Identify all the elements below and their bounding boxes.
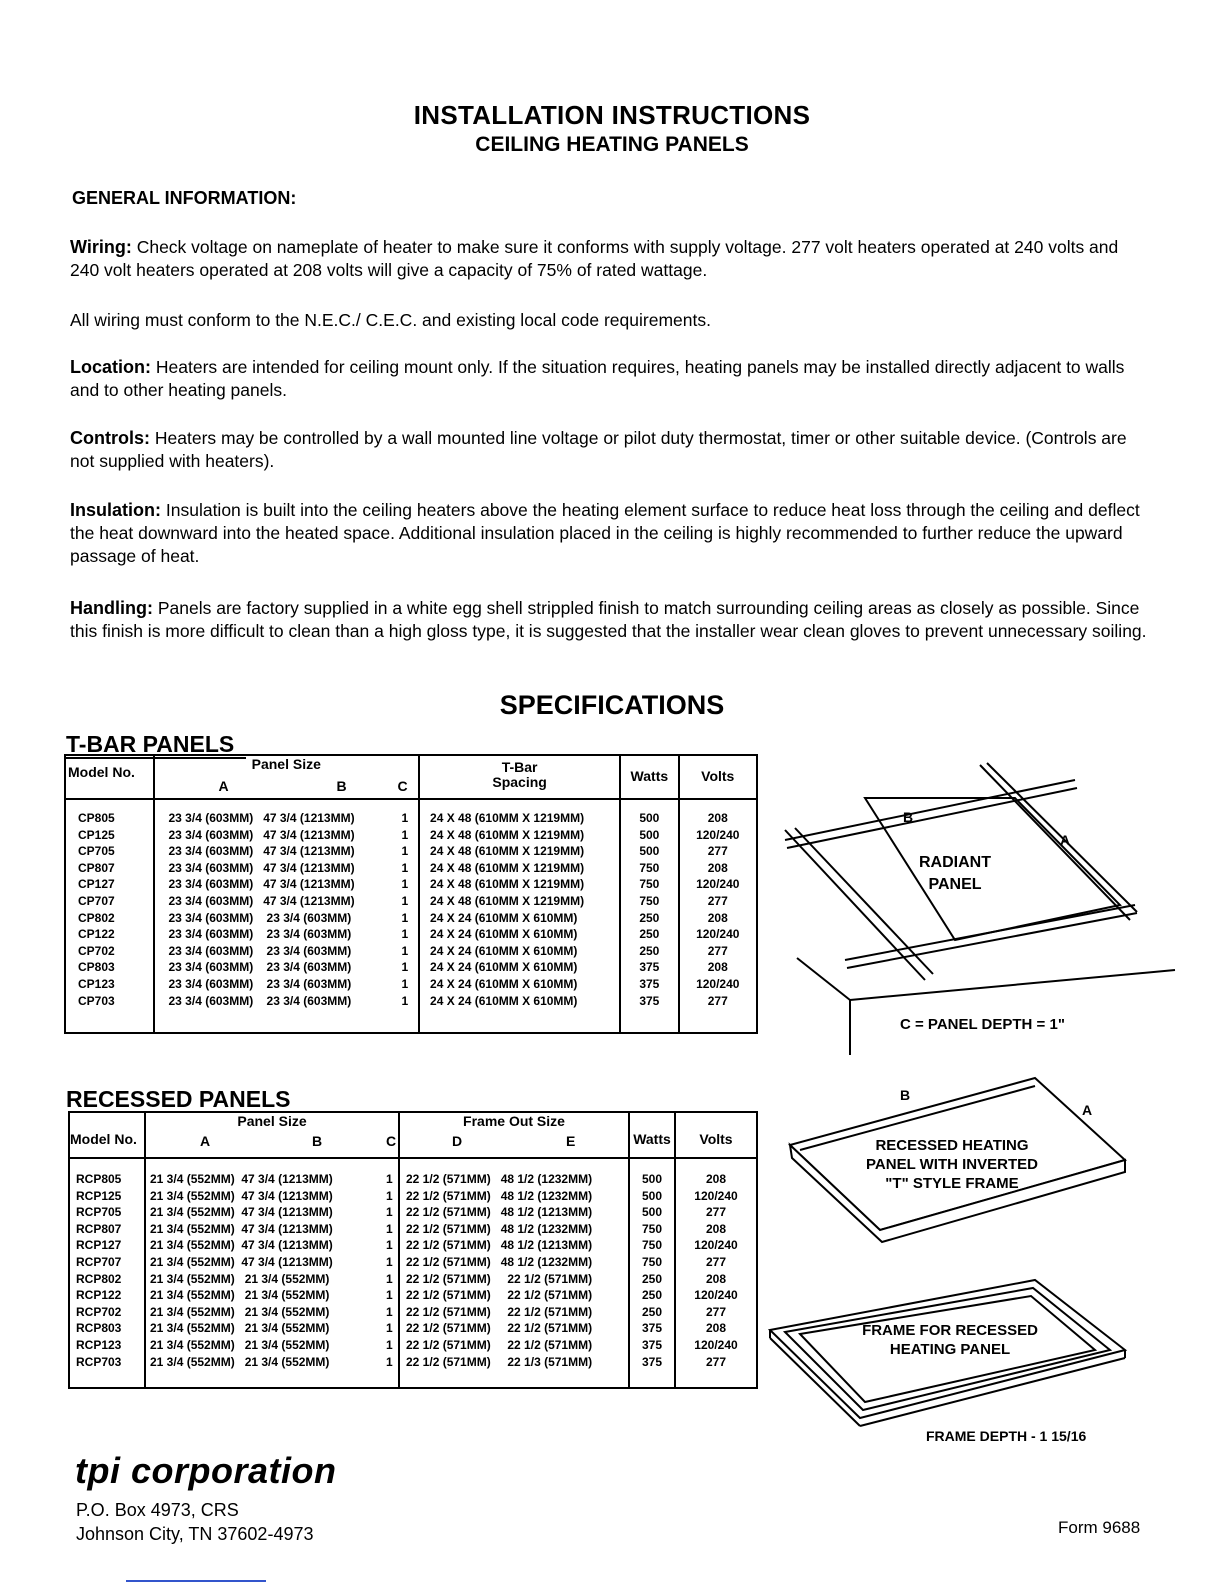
table-cell-line: 375 <box>641 1337 663 1352</box>
table-cell-line: 24 X 24 (610MM X 610MM) <box>430 927 578 942</box>
table-cell-line: 250 <box>639 943 660 958</box>
recessed-col-d: D <box>452 1133 463 1149</box>
table-cell-line: 208 <box>707 960 728 975</box>
table-cell-line: 22 1/2 (571MM) 48 1/2 (1232MM) <box>406 1221 593 1236</box>
table-cell-line: 24 X 24 (610MM X 610MM) <box>430 910 578 925</box>
table-cell-line: 1 <box>386 1337 393 1352</box>
wiring-label: Wiring: <box>70 237 132 257</box>
table-cell-line: 21 3/4 (552MM) 47 3/4 (1213MM) <box>150 1172 333 1186</box>
table-cell-line: RCP803 <box>76 1321 122 1336</box>
table-cell-line: 1 <box>401 993 409 1008</box>
table-cell-line: 22 1/2 (571MM) 48 1/2 (1213MM) <box>406 1238 593 1253</box>
table-cell-line: 21 3/4 (552MM) 47 3/4 (1213MM) <box>150 1188 333 1203</box>
table-cell-line: 1 <box>386 1271 393 1286</box>
table-cell-line: RCP707 <box>76 1254 122 1269</box>
panel-edge-left <box>797 958 850 1000</box>
recessed-col-e: E <box>566 1133 576 1149</box>
table-cell-line: 1 <box>386 1288 393 1303</box>
recessed-label-3: "T" STYLE FRAME <box>885 1175 1019 1192</box>
table-cell-line: 208 <box>705 1321 727 1336</box>
table-cell-line: 24 X 24 (610MM X 610MM) <box>430 993 578 1008</box>
table-cell-line: 120/240 <box>696 927 740 942</box>
recessed-panel-size-cell <box>145 1158 399 1388</box>
table-cell-line: 24 X 24 (610MM X 610MM) <box>430 976 578 991</box>
table-cell-line: 21 3/4 (552MM) 21 3/4 (552MM) <box>150 1271 330 1286</box>
table-cell-line: 277 <box>707 893 728 908</box>
recessed-models-cell <box>69 1158 145 1388</box>
table-cell-line: 208 <box>705 1172 727 1186</box>
table-cell-line: 22 1/2 (571MM) 22 1/2 (571MM) <box>406 1271 593 1286</box>
page-subtitle: CEILING HEATING PANELS <box>475 133 749 156</box>
recessed-watts-cell <box>629 1158 675 1388</box>
table-cell-line: 1 <box>401 943 409 958</box>
table-cell-line: 277 <box>707 844 728 859</box>
wiring-paragraph <box>70 236 1150 282</box>
table-cell-line: CP705 <box>78 844 115 859</box>
table-cell-line: RCP125 <box>76 1188 122 1203</box>
table-cell-line: 22 1/2 (571MM) 22 1/3 (571MM) <box>406 1354 593 1369</box>
table-cell-line: CP703 <box>78 993 115 1008</box>
controls-paragraph <box>70 427 1150 473</box>
table-cell-line: 1 <box>386 1188 393 1203</box>
table-cell-line: 375 <box>641 1321 663 1336</box>
frame-edge-right <box>860 1358 1125 1426</box>
recessed-col-watts: Watts <box>629 1112 675 1158</box>
table-cell-line: RCP802 <box>76 1271 122 1286</box>
table-cell-line: CP123 <box>78 976 115 991</box>
table-cell-line: RCP702 <box>76 1304 122 1319</box>
handling-paragraph <box>70 597 1150 643</box>
panel-depth-note: C = PANEL DEPTH = 1" <box>900 1016 1065 1033</box>
table-cell-line: 208 <box>707 860 728 875</box>
general-information-heading: GENERAL INFORMATION: <box>72 188 297 208</box>
table-cell-line: 750 <box>641 1238 663 1253</box>
table-cell-line: 23 3/4 (603MM) 23 3/4 (603MM) <box>168 976 352 991</box>
tbar-panel-size-label: Panel Size <box>251 756 321 772</box>
table-cell-line: 1 <box>386 1321 393 1336</box>
recessed-label-2: PANEL WITH INVERTED <box>866 1156 1038 1173</box>
tbar-col-watts: Watts <box>620 755 678 799</box>
table-cell-line: CP807 <box>78 860 115 875</box>
recessed-col-model: Model No. <box>69 1112 145 1158</box>
table-cell-line: RCP122 <box>76 1288 122 1303</box>
insulation-paragraph <box>70 499 1150 568</box>
form-number: Form 9688 <box>1058 1518 1141 1537</box>
tbar-models <box>78 810 153 1008</box>
table-cell-line: 21 3/4 (552MM) 47 3/4 (1213MM) <box>150 1205 333 1220</box>
table-cell-line: 1 <box>386 1354 393 1369</box>
table-cell-line: CP122 <box>78 927 115 942</box>
recessed-frame-cell <box>399 1158 629 1388</box>
table-cell-line: 23 3/4 (603MM) 23 3/4 (603MM) <box>168 993 352 1008</box>
tbar-col-spacing <box>419 755 620 799</box>
table-cell-line: 23 3/4 (603MM) 23 3/4 (603MM) <box>168 943 352 958</box>
recessed-label-1: RECESSED HEATING <box>875 1137 1029 1154</box>
radiant-label-1: RADIANT <box>919 854 991 871</box>
recessed-col-c: C <box>386 1133 397 1149</box>
frame-label-2: HEATING PANEL <box>889 1341 1011 1358</box>
table-cell-line: 1 <box>386 1238 393 1253</box>
table-cell-line: 23 3/4 (603MM) 47 3/4 (1213MM) <box>168 877 355 892</box>
table-cell-line: 24 X 24 (610MM X 610MM) <box>430 943 578 958</box>
frame-diagram <box>765 1270 1145 1430</box>
table-cell-line: 1 <box>401 927 409 942</box>
table-cell-line: 1 <box>386 1172 393 1186</box>
table-cell-line: 22 1/2 (571MM) 48 1/2 (1232MM) <box>406 1188 593 1203</box>
table-cell-line: 24 X 48 (610MM X 1219MM) <box>430 877 585 892</box>
tbar-col-model: Model No. <box>65 755 154 799</box>
table-cell-line: 21 3/4 (552MM) 21 3/4 (552MM) <box>150 1354 330 1369</box>
recessed-b-label: B <box>900 1087 911 1103</box>
table-cell-line: 22 1/2 (571MM) 48 1/2 (1232MM) <box>406 1172 593 1186</box>
tbar-watts-cell <box>620 799 678 1033</box>
table-cell-line: 1 <box>386 1304 393 1319</box>
tbar-col-a: A <box>218 778 229 794</box>
tbar-models-cell <box>65 799 154 1033</box>
frame-label-1: FRAME FOR RECESSED <box>862 1322 1038 1339</box>
tbar-col-c: C <box>397 778 408 794</box>
table-cell-line: 24 X 48 (610MM X 1219MM) <box>430 893 585 908</box>
table-cell-line: 23 3/4 (603MM) 23 3/4 (603MM) <box>168 910 352 925</box>
table-cell-line: 1 <box>401 976 409 991</box>
tbar-ab-values <box>169 810 355 1009</box>
table-cell-line: 250 <box>639 927 660 942</box>
table-cell-line: 375 <box>639 993 660 1008</box>
table-cell-line: 1 <box>401 910 409 925</box>
recessed-ab-values <box>150 1171 333 1370</box>
table-cell-line: 500 <box>641 1172 663 1186</box>
table-cell-line: RCP703 <box>76 1354 122 1369</box>
table-cell-line: 120/240 <box>694 1238 738 1253</box>
insulation-label: Insulation: <box>70 500 161 520</box>
address-line-1: P.O. Box 4973, CRS <box>76 1500 239 1520</box>
tbar-panels-heading: T-BAR PANELS <box>66 731 235 757</box>
table-cell-line: 1 <box>401 827 409 842</box>
table-cell-line: 23 3/4 (603MM) 47 3/4 (1213MM) <box>168 811 355 825</box>
table-cell-line: 21 3/4 (552MM) 47 3/4 (1213MM) <box>150 1254 333 1269</box>
table-cell-line: CP702 <box>78 943 115 958</box>
table-cell-line: 1 <box>401 844 409 859</box>
wiring-code-paragraph: All wiring must conform to the N.E.C./ C.E.C. and existing local code requirements. <box>70 310 711 330</box>
table-cell-line: RCP805 <box>76 1172 122 1186</box>
table-cell-line: 1 <box>401 893 409 908</box>
table-cell-line: 24 X 48 (610MM X 1219MM) <box>430 827 585 842</box>
location-text: Heaters are intended for ceiling mount only. If the situation requires, heating panels may be installed directly adjacent to walls and to other heating panels. <box>70 357 1125 400</box>
table-cell-line: 21 3/4 (552MM) 21 3/4 (552MM) <box>150 1288 330 1303</box>
table-cell-line: 24 X 48 (610MM X 1219MM) <box>430 844 585 859</box>
table-cell-line: 120/240 <box>696 877 740 892</box>
recessed-col-volts: Volts <box>675 1112 757 1158</box>
table-cell-line: RCP123 <box>76 1337 122 1352</box>
table-cell-line: 21 3/4 (552MM) 47 3/4 (1213MM) <box>150 1238 333 1253</box>
table-cell-line: RCP127 <box>76 1238 122 1253</box>
location-paragraph <box>70 356 1150 402</box>
table-cell-line: 250 <box>639 910 660 925</box>
table-cell-line: 375 <box>639 976 660 991</box>
table-cell-line: 120/240 <box>694 1288 738 1303</box>
recessed-spec-table <box>68 1111 758 1389</box>
table-cell-line: 750 <box>639 860 660 875</box>
table-cell-line: 1 <box>401 860 409 875</box>
table-cell-line: 23 3/4 (603MM) 47 3/4 (1213MM) <box>168 860 355 875</box>
table-cell-line: 375 <box>641 1354 663 1369</box>
recessed-panel-size-label: Panel Size <box>237 1113 307 1129</box>
table-cell-line: 500 <box>639 844 660 859</box>
tbar-c-values <box>402 810 409 1009</box>
tbar-volts-cell <box>679 799 757 1033</box>
tbar-spec-table <box>64 754 758 1034</box>
table-cell-line: 24 X 24 (610MM X 610MM) <box>430 960 578 975</box>
table-cell-line: 750 <box>641 1254 663 1269</box>
page-title: INSTALLATION INSTRUCTIONS <box>413 100 811 130</box>
table-cell-line: 21 3/4 (552MM) 21 3/4 (552MM) <box>150 1337 330 1352</box>
tbar-volts-values <box>682 810 754 1009</box>
table-cell-line: 208 <box>705 1271 727 1286</box>
table-cell-line: 750 <box>639 877 660 892</box>
table-cell-line: CP125 <box>78 827 115 842</box>
table-cell-line: CP805 <box>78 811 115 825</box>
table-cell-line: 277 <box>705 1205 727 1220</box>
table-cell-line: 23 3/4 (603MM) 23 3/4 (603MM) <box>168 960 352 975</box>
tbar-col-panel-size <box>154 755 420 799</box>
table-cell-line: 277 <box>705 1354 727 1369</box>
recessed-a-label: A <box>1082 1102 1093 1118</box>
radiant-label-2: PANEL <box>928 876 982 893</box>
table-cell-line: 22 1/2 (571MM) 48 1/2 (1232MM) <box>406 1254 593 1269</box>
recessed-col-b: B <box>312 1133 323 1149</box>
table-cell-line: 1 <box>401 960 409 975</box>
table-cell-line: 208 <box>705 1221 727 1236</box>
radiant-panel-diagram <box>775 760 1195 1060</box>
insulation-text: Insulation is built into the ceiling heaters above the heating element surface to reduce heat loss through the ceiling and deflect the heat downward into the heated space. Additional insulation placed in the ceiling is highly recommended to further reduce the upward passage of heat. <box>70 500 1140 566</box>
table-cell-line: 500 <box>639 827 660 842</box>
recessed-col-a: A <box>200 1133 211 1149</box>
table-cell-line: 1 <box>386 1254 393 1269</box>
table-cell-line: 250 <box>641 1271 663 1286</box>
tbar-col-b: B <box>336 778 347 794</box>
table-cell-line: 22 1/2 (571MM) 48 1/2 (1213MM) <box>406 1205 593 1220</box>
table-cell-line: 21 3/4 (552MM) 21 3/4 (552MM) <box>150 1304 330 1319</box>
table-cell-line: CP803 <box>78 960 115 975</box>
frame-depth-note: FRAME DEPTH - 1 15/16 <box>926 1428 1087 1444</box>
recessed-frame-label: Frame Out Size <box>463 1113 565 1129</box>
table-cell-line: CP707 <box>78 893 115 908</box>
recessed-col-frame-size <box>399 1112 629 1158</box>
controls-text: Heaters may be controlled by a wall mounted line voltage or pilot duty thermostat, timer or other suitable device. (Controls are not supplied with heaters). <box>70 428 1127 471</box>
table-cell-line: 277 <box>707 993 728 1008</box>
table-cell-line: 23 3/4 (603MM) 47 3/4 (1213MM) <box>168 827 355 842</box>
recessed-volts-cell <box>675 1158 757 1388</box>
table-cell-line: 22 1/2 (571MM) 22 1/2 (571MM) <box>406 1321 593 1336</box>
handling-label: Handling: <box>70 598 153 618</box>
table-cell-line: 277 <box>705 1254 727 1269</box>
tbar-spacing-label-2: Spacing <box>492 774 547 790</box>
table-cell-line: 208 <box>707 910 728 925</box>
table-cell-line: 21 3/4 (552MM) 21 3/4 (552MM) <box>150 1321 330 1336</box>
radiant-b-label: B <box>903 809 914 825</box>
table-cell-line: 208 <box>707 811 728 825</box>
table-cell-line: CP802 <box>78 910 115 925</box>
footer-link-underline <box>126 1580 266 1582</box>
location-label: Location: <box>70 357 151 377</box>
recessed-panels-heading: RECESSED PANELS <box>66 1086 291 1112</box>
table-cell-line: 120/240 <box>696 976 740 991</box>
table-cell-line: 24 X 48 (610MM X 1219MM) <box>430 811 585 825</box>
table-cell-line: 120/240 <box>696 827 740 842</box>
table-cell-line: 23 3/4 (603MM) 23 3/4 (603MM) <box>168 927 352 942</box>
table-cell-line: 23 3/4 (603MM) 47 3/4 (1213MM) <box>168 893 355 908</box>
table-cell-line: 277 <box>705 1304 727 1319</box>
recessed-models <box>76 1171 144 1370</box>
table-cell-line: 22 1/2 (571MM) 22 1/2 (571MM) <box>406 1337 593 1352</box>
table-cell-line: 1 <box>386 1221 393 1236</box>
radiant-a-label: A <box>1060 832 1071 848</box>
table-cell-line: 22 1/2 (571MM) 22 1/2 (571MM) <box>406 1304 593 1319</box>
tbar-col-volts: Volts <box>679 755 757 799</box>
table-cell-line: 500 <box>641 1188 663 1203</box>
table-cell-line: RCP705 <box>76 1205 122 1220</box>
table-cell-line: 120/240 <box>694 1337 738 1352</box>
table-cell-line: CP127 <box>78 877 115 892</box>
table-cell-line: 120/240 <box>694 1188 738 1203</box>
table-cell-line: 750 <box>641 1221 663 1236</box>
recessed-watts-values <box>632 1171 672 1370</box>
table-cell-line: 1 <box>386 1205 393 1220</box>
table-cell-line: 24 X 48 (610MM X 1219MM) <box>430 860 585 875</box>
recessed-volts-values <box>678 1171 754 1370</box>
tbar-watts-values <box>623 810 675 1009</box>
table-cell-line: 250 <box>641 1288 663 1303</box>
table-cell-line: 500 <box>641 1205 663 1220</box>
table-cell-line: 1 <box>401 877 409 892</box>
table-cell-line: 22 1/2 (571MM) 22 1/2 (571MM) <box>406 1288 593 1303</box>
wiring-text: Check voltage on nameplate of heater to make sure it conforms with supply voltage. 277 volt heaters operated at 240 volts and 240 volt heaters operated at 208 volts will give a capacity of 75% of rated wattage. <box>70 237 1119 280</box>
address-line-2: Johnson City, TN 37602-4973 <box>76 1524 314 1544</box>
recessed-c-values <box>386 1171 393 1370</box>
tbar-spacing-values <box>430 810 619 1009</box>
tbar-panel-size-cell <box>154 799 420 1033</box>
handling-text: Panels are factory supplied in a white egg shell strippled finish to match surrounding ceiling areas as closely as possible. Since this finish is more difficult to clean than a high gloss type, it is suggested that the installer wear clean gloves to prevent unnecessary soiling. <box>70 598 1147 641</box>
company-name: tpi corporation <box>75 1450 337 1491</box>
table-cell-line: 1 <box>401 811 409 825</box>
table-cell-line: 500 <box>639 811 660 825</box>
table-cell-line: RCP807 <box>76 1221 122 1236</box>
table-cell-line: 250 <box>641 1304 663 1319</box>
tbar-spacing-label-1: T-Bar <box>501 759 538 775</box>
table-cell-line: 750 <box>639 893 660 908</box>
table-cell-line: 23 3/4 (603MM) 47 3/4 (1213MM) <box>168 844 355 859</box>
recessed-panel-diagram <box>780 1070 1140 1250</box>
specifications-heading: SPECIFICATIONS <box>499 690 725 720</box>
tbar-spacing-cell <box>419 799 620 1033</box>
recessed-de-values <box>406 1171 628 1370</box>
table-cell-line: 277 <box>707 943 728 958</box>
table-cell-line: 21 3/4 (552MM) 47 3/4 (1213MM) <box>150 1221 333 1236</box>
panel-edge-bottom <box>850 970 1175 1000</box>
recessed-col-panel-size <box>145 1112 399 1158</box>
controls-label: Controls: <box>70 428 150 448</box>
table-cell-line: 375 <box>639 960 660 975</box>
